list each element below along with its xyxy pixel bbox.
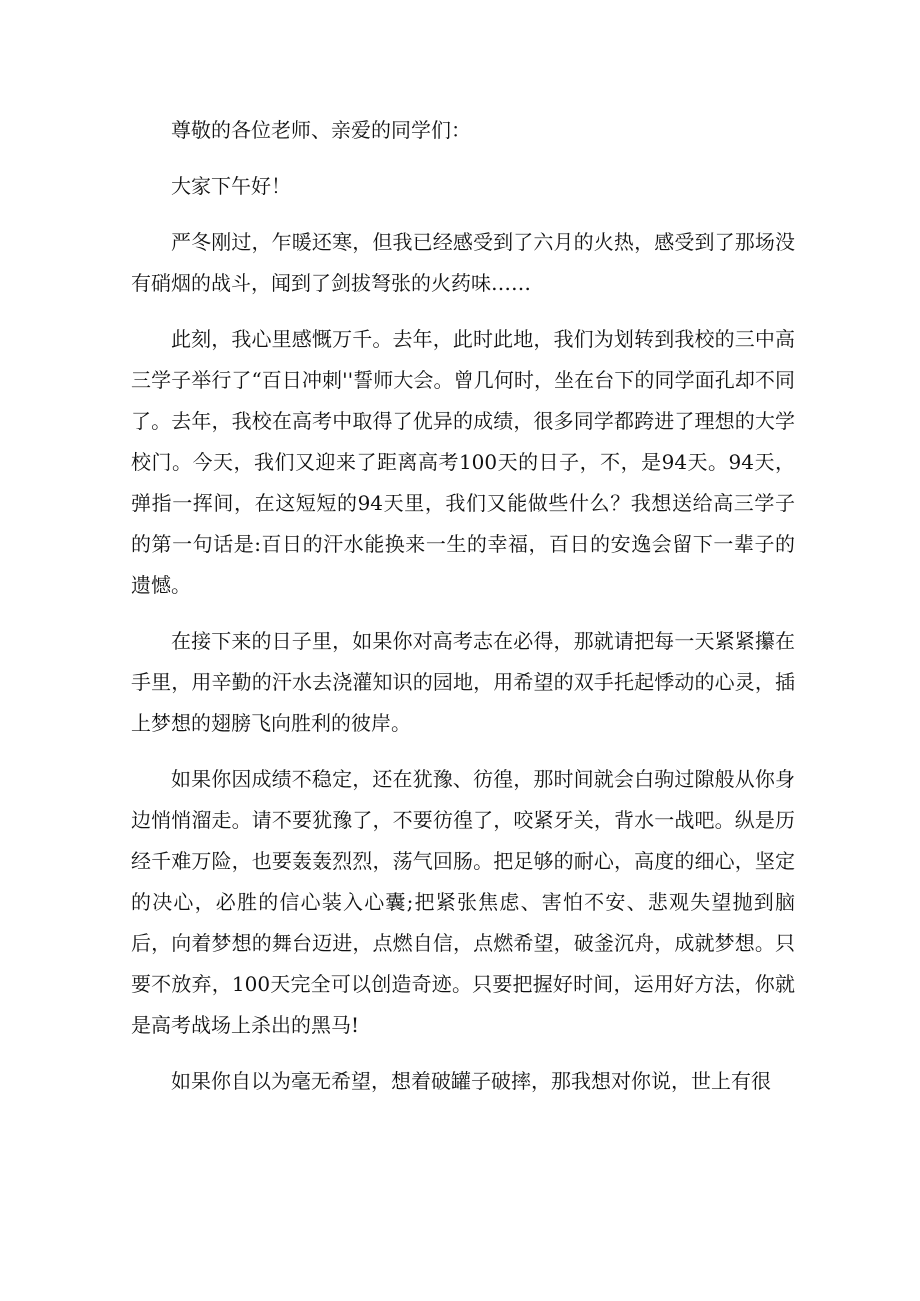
paragraph-opening: 严冬刚过，乍暖还寒，但我已经感受到了六月的火热，感受到了那场没有硝烟的战斗，闻到了剑拔弩张的火药味…… (131, 230, 795, 295)
paragraph-reflection: 此刻，我心里感慨万千。去年，此时此地，我们为划转到我校的三中高三学子举行了“百日冲刺''誓师大会。曾几何时，坐在台下的同学面孔却不同了。去年，我校在高考中取得了优异的成绩，很多同学都跨进了理想的大学校门。今天，我们又迎来了距离高考100天的日子，不，是94天。94天，弹指一挥间，在这短短的94天里，我们又能做些什么？我想送给高三学子的第一句话是:百日的汗水能换来一生的幸福，百日的安逸会留下一辈子的遗憾。 (131, 327, 795, 597)
speech-body (131, 110, 795, 1117)
salutation: 尊敬的各位老师、亲爱的同学们： (171, 118, 471, 142)
paragraph-hesitant: 如果你因成绩不稳定，还在犹豫、彷徨，那时间就会白驹过隙般从你身边悄悄溜走。请不要犹豫了，不要彷徨了，咬紧牙关，背水一战吧。纵是历经千难万险，也要轰轰烈烈，荡气回肠。把足够的耐心，高度的细心，坚定的决心，必胜的信心装入心囊;把紧张焦虑、害怕不安、悲观失望抛到脑后，向着梦想的舞台迈进，点燃自信，点燃希望，破釜沉舟，成就梦想。只要不放弃，100天完全可以创造奇迹。只要把握好时间，运用好方法，你就是高考战场上杀出的黑马! (131, 767, 795, 1037)
greeting: 大家下午好！ (171, 174, 291, 198)
paragraph-hopeless: 如果你自以为毫无希望，想着破罐子破摔，那我想对你说，世上有很 (171, 1069, 771, 1093)
paragraph-determined: 在接下来的日子里，如果你对高考志在必得，那就请把每一天紧紧攥在手里，用辛勤的汗水去浇灌知识的园地，用希望的双手托起悸动的心灵，插上梦想的翅膀飞向胜利的彼岸。 (131, 629, 795, 735)
